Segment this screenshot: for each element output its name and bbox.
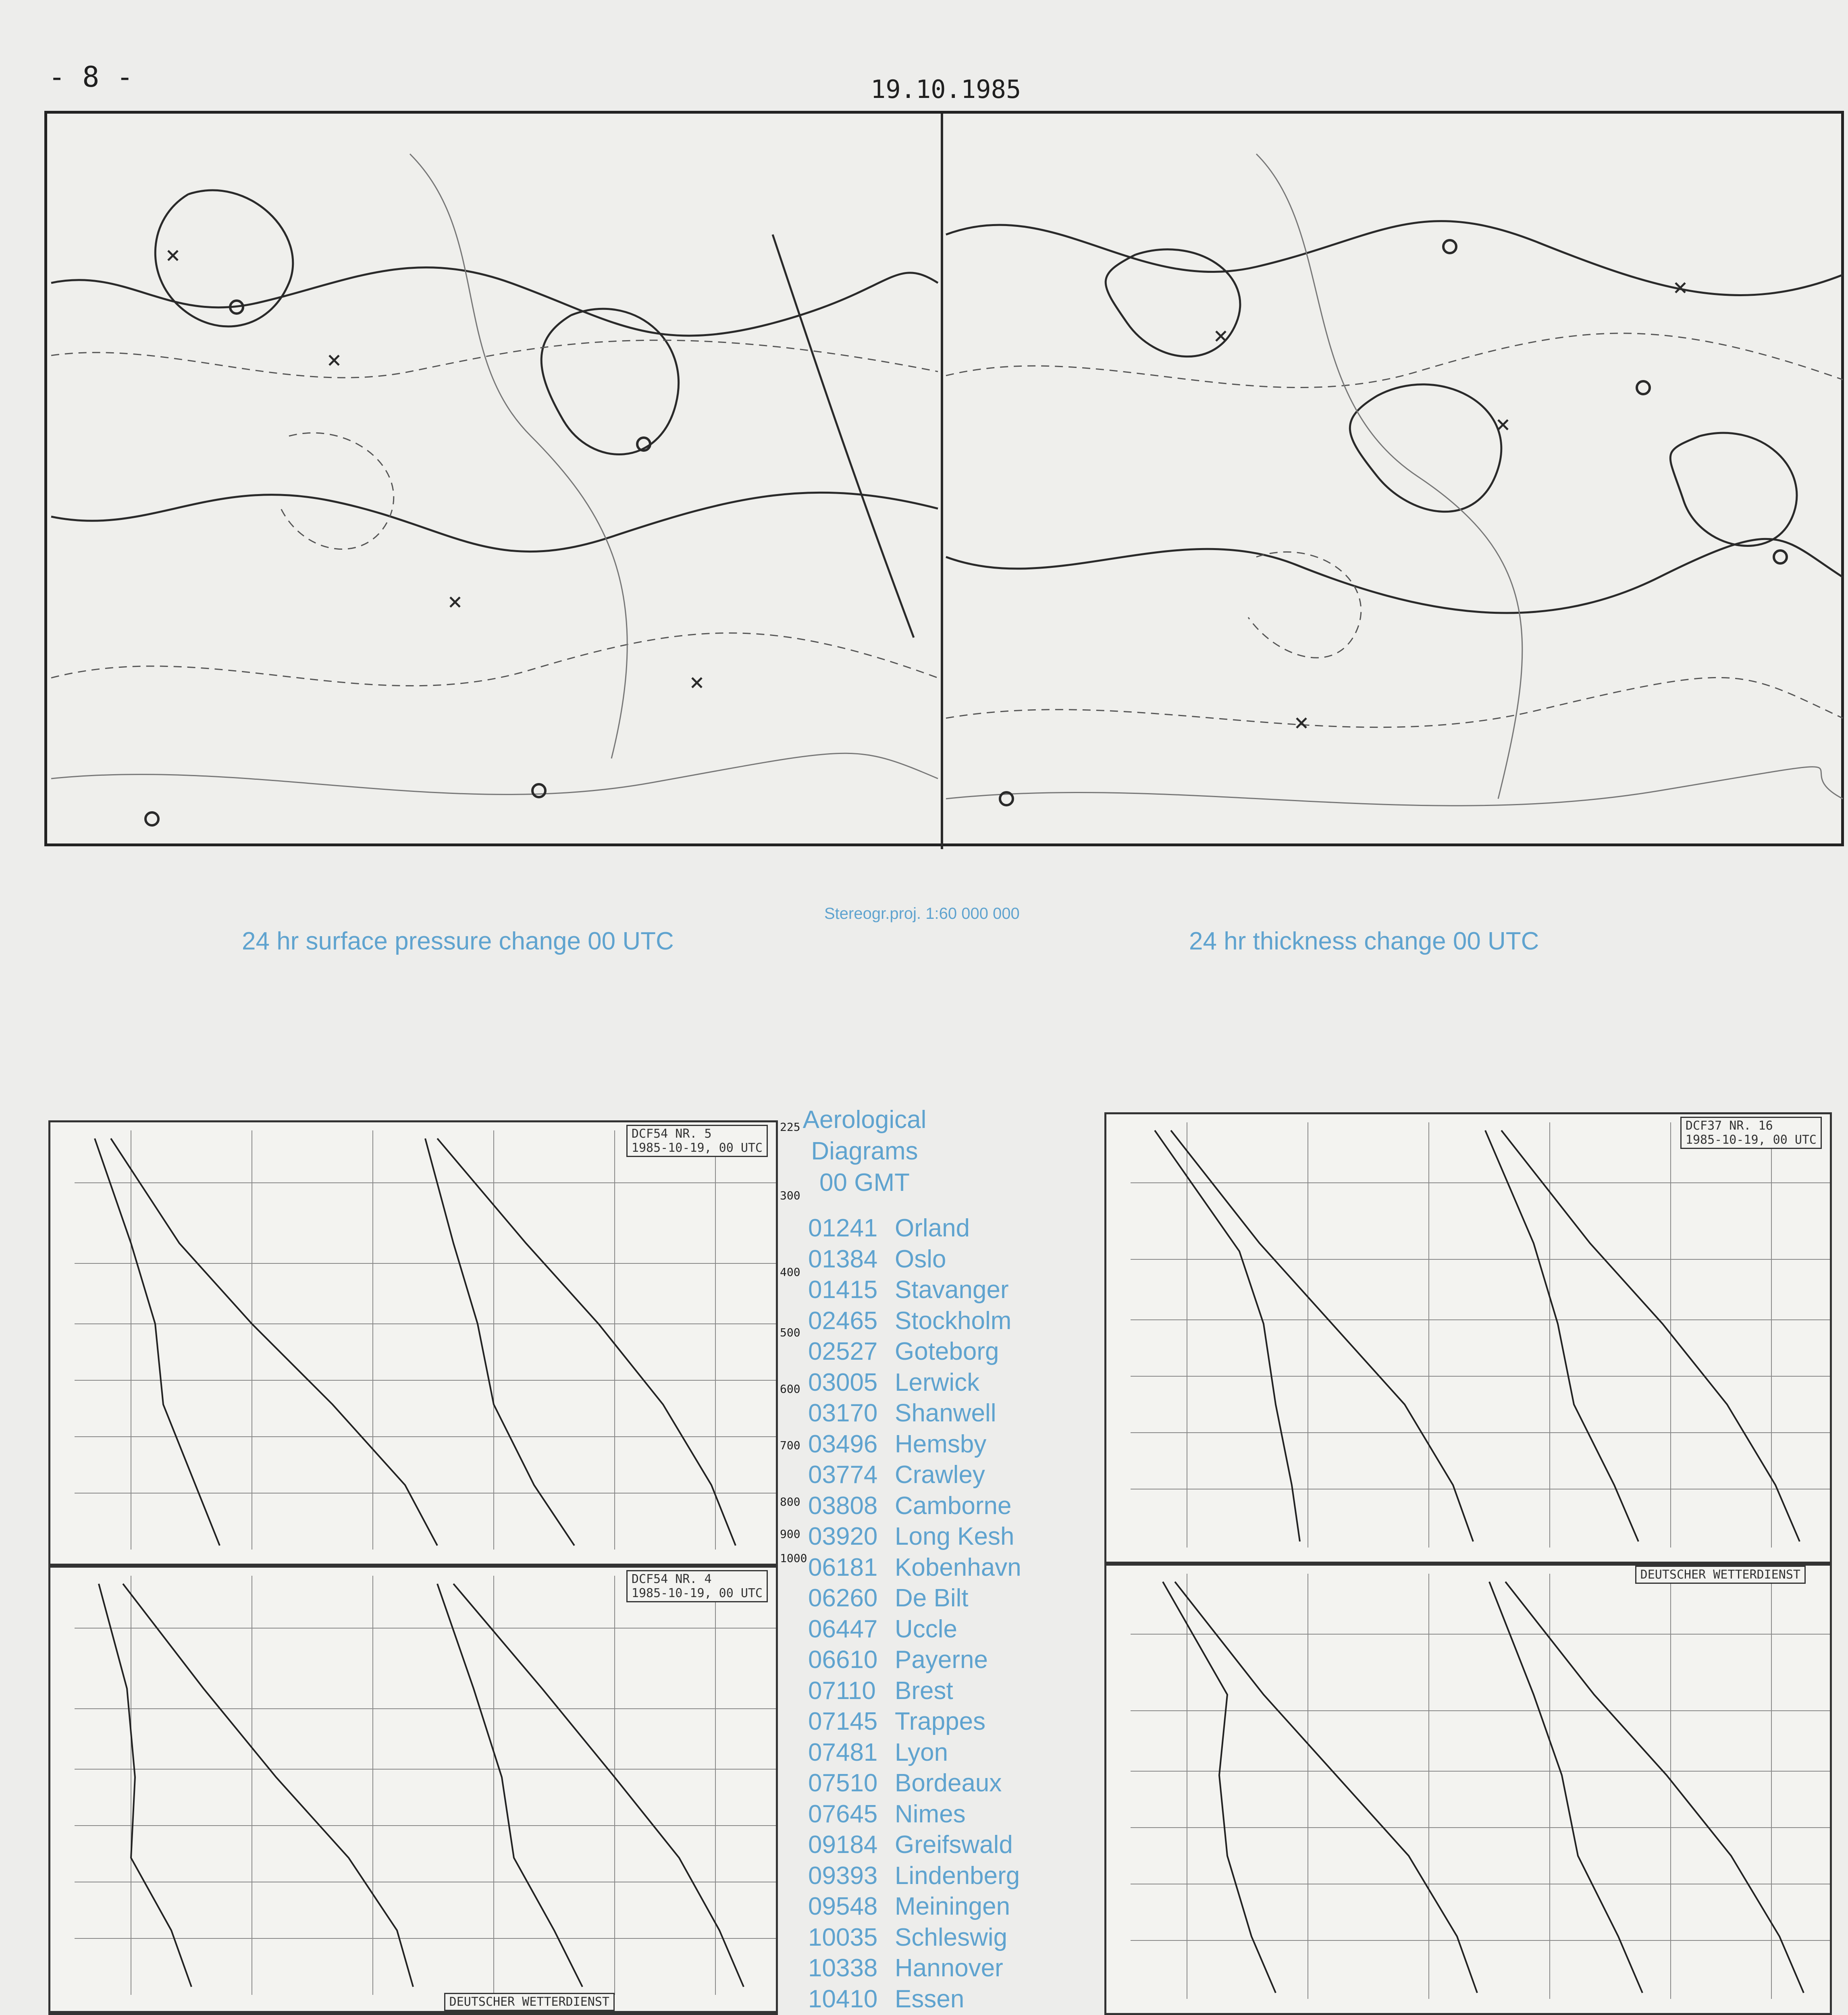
skewt-drawing (1106, 1114, 1830, 1562)
diagram-panel-right-mid (1104, 1564, 1832, 2015)
contour-drawing (47, 114, 1847, 849)
list-item: 06181 Kobenhavn (808, 1553, 1021, 1581)
panel-tag: DCF54 NR. 4 1985-10-19, 00 UTC (626, 1570, 768, 1602)
list-item: 10338 Hannover (808, 1954, 1003, 1982)
pressure-label: 700 (780, 1439, 800, 1452)
skewt-drawing (50, 1122, 776, 1564)
list-item: 06260 De Bilt (808, 1584, 969, 1612)
pressure-label: 225 (780, 1120, 800, 1134)
pressure-label: 1000 (780, 1552, 807, 1565)
list-item: 01241 Orland (808, 1214, 970, 1242)
list-item: 03496 Hemsby (808, 1430, 987, 1458)
pressure-label: 300 (780, 1189, 800, 1202)
list-item: 03808 Camborne (808, 1492, 1012, 1520)
panel-tag: DCF54 NR. 5 1985-10-19, 00 UTC (626, 1125, 768, 1157)
list-item: 03005 Lerwick (808, 1368, 980, 1396)
pressure-label: 900 (780, 1527, 800, 1541)
list-item: 03774 Crawley (808, 1461, 985, 1489)
pressure-label: 500 (780, 1326, 800, 1339)
list-item: 07510 Bordeaux (808, 1769, 1002, 1797)
list-item: 06610 Payerne (808, 1646, 988, 1674)
aerological-title (790, 1104, 939, 1199)
left-map-caption: 24 hr surface pressure change 00 UTC (242, 927, 674, 955)
list-item: 01415 Stavanger (808, 1276, 1009, 1304)
list-item: 07110 Brest (808, 1676, 953, 1705)
list-item: 07145 Trappes (808, 1708, 986, 1735)
panel-footer: DEUTSCHER WETTERDIENST (1635, 1566, 1806, 1584)
list-item: 02465 Stockholm (808, 1307, 1012, 1335)
list-item: 07481 Lyon (808, 1738, 948, 1766)
page-date: 19.10.1985 (871, 75, 1021, 104)
list-item: 10410 Essen (808, 1985, 965, 2013)
diagram-panel-left-top (48, 1120, 778, 1566)
pressure-label: 800 (780, 1495, 800, 1508)
skewt-drawing (1106, 1566, 1830, 2013)
list-item: 06447 Uccle (808, 1615, 958, 1643)
diagram-panel-right-top (1104, 1112, 1832, 1564)
projection-note: Stereogr.proj. 1:60 000 000 (824, 905, 1020, 922)
aerological-title-line: 00 GMT (819, 1169, 910, 1197)
list-item: 09393 Lindenberg (808, 1861, 1020, 1890)
list-item: 01384 Oslo (808, 1245, 946, 1273)
weather-maps (44, 111, 1844, 846)
list-item: 03920 Long Kesh (808, 1523, 1014, 1550)
right-map-caption: 24 hr thickness change 00 UTC (1189, 927, 1539, 955)
pressure-label: 400 (780, 1265, 800, 1279)
list-item: 07645 Nimes (808, 1800, 966, 1828)
list-item: 03170 Shanwell (808, 1399, 996, 1427)
diagram-panel-left-mid (48, 1566, 778, 2013)
page-number: - 8 - (48, 60, 133, 93)
aerological-title-line: Diagrams (811, 1137, 918, 1165)
list-item: 10035 Schleswig (808, 1923, 1008, 1951)
aerological-title-line: Aerological (802, 1106, 927, 1134)
station-list (808, 1213, 1084, 2015)
skewt-drawing (50, 1568, 776, 2011)
list-item: 09548 Meiningen (808, 1892, 1010, 1920)
panel-tag: DCF37 NR. 16 1985-10-19, 00 UTC (1680, 1117, 1822, 1149)
list-item: 02527 Goteborg (808, 1338, 999, 1365)
pressure-label: 600 (780, 1382, 800, 1396)
list-item: 09184 Greifswald (808, 1831, 1013, 1859)
panel-footer: DEUTSCHER WETTERDIENST (444, 1993, 615, 2011)
diagram-panel-left-bot (48, 2013, 778, 2015)
